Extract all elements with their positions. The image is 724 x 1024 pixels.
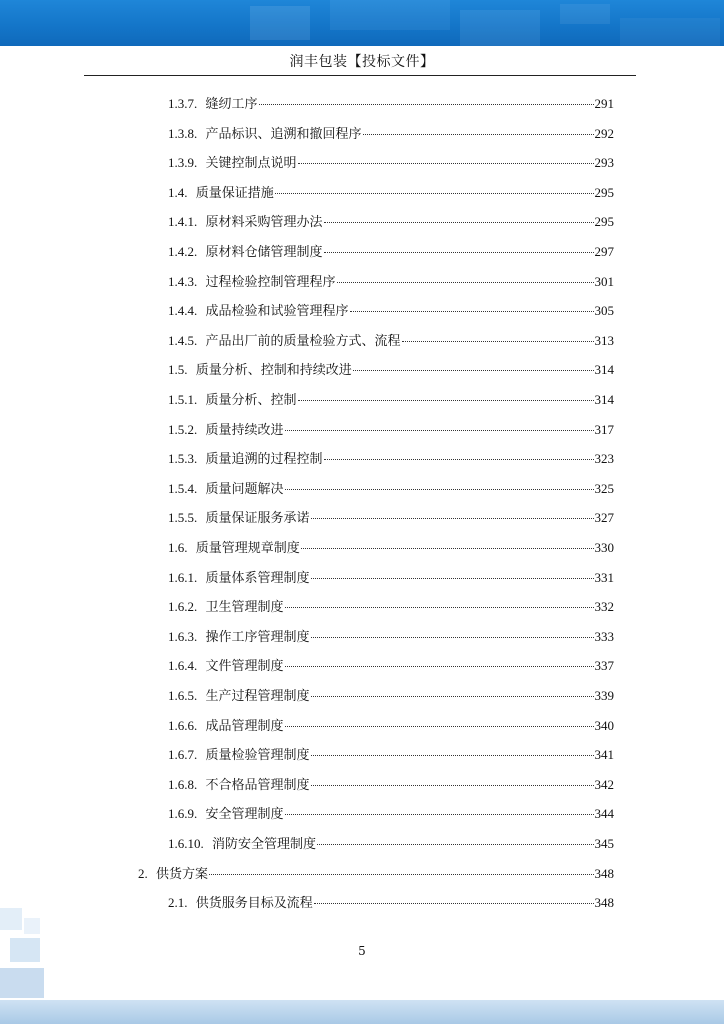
toc-entry-page: 325: [594, 480, 614, 496]
toc-entry[interactable]: [168, 271, 614, 291]
toc-entry-number: 1.6.5.: [168, 688, 198, 703]
toc-entry-label: [168, 182, 274, 201]
toc-dot-leader: [350, 311, 594, 312]
toc-entry-page: 314: [594, 392, 614, 407]
toc-entry-page: 332: [594, 599, 614, 615]
toc-entry-title: 生产过程管理制度: [205, 689, 310, 704]
toc-dot-leader: [285, 666, 594, 667]
document-header-title: 润丰包装【投标文件】: [289, 54, 435, 70]
toc-entry-label: [168, 596, 284, 615]
toc-dot-leader: [311, 578, 594, 579]
corner-decoration: [0, 908, 22, 930]
toc-entry-label: [168, 359, 352, 378]
toc-entry-title: 质量管理规章制度: [195, 541, 300, 556]
toc-entry-title: 关键控制点说明: [205, 156, 297, 172]
toc-entry-label: [168, 833, 316, 852]
toc-dot-leader: [209, 874, 593, 875]
toc-entry[interactable]: [168, 833, 614, 853]
toc-entry-title: 质量保证措施: [195, 185, 274, 201]
toc-entry-label: [168, 567, 310, 586]
toc-entry-label: [168, 448, 323, 467]
toc-entry-label: [168, 655, 284, 674]
toc-dot-leader: [285, 726, 594, 727]
toc-dot-leader: [363, 134, 594, 135]
toc-entry-label: [168, 389, 297, 408]
toc-entry-number: 1.6.9.: [168, 806, 198, 822]
toc-entry[interactable]: [138, 863, 614, 883]
toc-entry-number: 1.4.3.: [168, 273, 198, 289]
toc-entry-page: 305: [594, 303, 614, 319]
toc-entry[interactable]: [168, 419, 614, 439]
toc-dot-leader: [285, 814, 594, 815]
toc-entry-page: 295: [594, 214, 614, 230]
toc-entry[interactable]: [168, 567, 614, 587]
toc-dot-leader: [324, 222, 594, 223]
toc-entry-label: [168, 892, 313, 911]
banner-decoration: [460, 10, 540, 46]
toc-entry-page: 330: [594, 540, 614, 555]
toc-entry-title: 缝纫工序: [205, 97, 258, 112]
toc-entry-page: 327: [594, 510, 614, 526]
toc-dot-leader: [324, 459, 594, 460]
toc-entry[interactable]: [168, 626, 614, 646]
toc-dot-leader: [311, 637, 594, 638]
banner-decoration: [250, 6, 310, 40]
toc-entry-title: 原材料仓储管理制度: [205, 245, 323, 260]
toc-entry-page: 323: [594, 451, 614, 467]
toc-entry-page: 339: [594, 688, 614, 703]
toc-entry-number: 1.4.: [168, 184, 188, 200]
page-number: 5: [358, 944, 366, 958]
toc-dot-leader: [311, 755, 594, 756]
toc-entry-number: 1.4.5.: [168, 332, 198, 348]
toc-entry-page: 314: [594, 362, 614, 378]
toc-entry-title: 安全管理制度: [205, 807, 284, 823]
corner-decoration: [0, 968, 44, 998]
toc-entry[interactable]: [168, 507, 614, 527]
toc-entry-label: [168, 300, 349, 319]
toc-entry-title: 质量持续改进: [205, 422, 284, 438]
toc-entry-title: 质量追溯的过程控制: [205, 452, 323, 468]
toc-entry-page: 348: [594, 865, 614, 881]
toc-entry-number: 1.6.: [168, 540, 188, 555]
toc-entry-page: 295: [594, 184, 614, 200]
toc-entry-page: 297: [594, 244, 614, 259]
toc-entry-number: 1.3.7.: [168, 96, 198, 111]
toc-entry-number: 1.3.9.: [168, 155, 198, 171]
toc-entry-number: 2.1.: [168, 895, 188, 911]
toc-dot-leader: [314, 903, 594, 904]
toc-entry-title: 成品管理制度: [205, 718, 284, 734]
toc-entry-number: 1.4.4.: [168, 303, 198, 319]
toc-dot-leader: [311, 696, 594, 697]
toc-entry-number: 1.3.8.: [168, 125, 198, 141]
toc-entry-title: 文件管理制度: [205, 659, 284, 675]
toc-entry[interactable]: [168, 93, 614, 113]
toc-entry-page: 348: [594, 895, 614, 911]
toc-entry-label: [168, 744, 310, 763]
toc-entry-number: 1.6.2.: [168, 599, 198, 615]
toc-entry[interactable]: [168, 774, 614, 794]
toc-entry-title: 卫生管理制度: [205, 600, 284, 616]
toc-entry-label: [168, 626, 310, 645]
toc-entry[interactable]: [168, 152, 614, 172]
toc-entry-number: 1.6.6.: [168, 717, 198, 733]
header-divider: [84, 75, 636, 76]
toc-dot-leader: [285, 489, 594, 490]
toc-entry-number: 1.4.1.: [168, 214, 198, 230]
corner-decoration: [10, 938, 40, 962]
toc-entry-title: 过程检验控制管理程序: [205, 274, 336, 290]
toc-entry-page: 341: [594, 747, 614, 763]
toc-dot-leader: [311, 518, 594, 519]
toc-entry[interactable]: [168, 448, 614, 468]
toc-entry-label: [168, 715, 284, 734]
toc-dot-leader: [259, 104, 594, 105]
toc-entry[interactable]: [168, 182, 614, 202]
toc-entry-label: [168, 478, 284, 497]
toc-dot-leader: [337, 282, 594, 283]
toc-entry[interactable]: [168, 744, 614, 764]
toc-entry-label: [168, 271, 336, 290]
toc-dot-leader: [298, 400, 594, 401]
toc-entry-page: 340: [594, 717, 614, 733]
toc-entry-page: 291: [594, 96, 614, 111]
toc-entry[interactable]: [168, 359, 614, 379]
toc-entry-number: 1.4.2.: [168, 244, 198, 259]
toc-entry-number: 2.: [138, 865, 148, 881]
toc-entry-title: 不合格品管理制度: [205, 777, 310, 793]
toc-entry[interactable]: [168, 241, 614, 261]
toc-entry-title: 质量检验管理制度: [205, 748, 310, 764]
banner-decoration: [620, 18, 720, 46]
toc-entry[interactable]: [168, 211, 614, 231]
toc-dot-leader: [275, 193, 594, 194]
toc-entry-title: 产品出厂前的质量检验方式、流程: [205, 333, 401, 349]
footer-band: [0, 1000, 724, 1024]
toc-entry-number: 1.6.10.: [168, 836, 204, 851]
toc-dot-leader: [311, 785, 594, 786]
toc-entry[interactable]: [168, 389, 614, 409]
toc-entry-number: 1.5.: [168, 362, 188, 378]
toc-entry-page: 333: [594, 628, 614, 644]
toc-entry-page: 337: [594, 658, 614, 674]
toc-entry[interactable]: [168, 537, 614, 557]
toc-entry-label: [168, 685, 310, 704]
toc-entry-page: 342: [594, 776, 614, 792]
toc-dot-leader: [298, 163, 594, 164]
toc-entry-label: [138, 863, 208, 882]
toc-entry[interactable]: [168, 300, 614, 320]
toc-entry-page: 331: [594, 569, 614, 585]
toc-entry-title: 质量问题解决: [205, 481, 284, 497]
toc-entry[interactable]: [168, 596, 614, 616]
toc-entry[interactable]: [168, 685, 614, 705]
toc-entry[interactable]: [168, 715, 614, 735]
corner-decoration: [24, 918, 40, 934]
toc-dot-leader: [402, 341, 594, 342]
toc-entry[interactable]: [168, 478, 614, 498]
toc-entry[interactable]: [168, 330, 614, 350]
toc-entry-title: 供货方案: [156, 866, 209, 882]
toc-entry-number: 1.5.4.: [168, 480, 198, 496]
toc-dot-leader: [324, 252, 594, 253]
toc-entry-page: 313: [594, 332, 614, 348]
toc-entry-label: [168, 152, 297, 171]
toc-entry-title: 操作工序管理制度: [205, 629, 310, 645]
toc-entry-title: 消防安全管理制度: [212, 837, 317, 852]
toc-entry-page: 292: [594, 125, 614, 141]
toc-entry-label: [168, 419, 284, 438]
toc-entry-title: 供货服务目标及流程: [195, 896, 313, 912]
toc-dot-leader: [285, 430, 594, 431]
toc-entry-label: [168, 241, 323, 260]
toc-entry-number: 1.6.7.: [168, 747, 198, 763]
toc-dot-leader: [285, 607, 594, 608]
toc-entry-title: 产品标识、追溯和撤回程序: [205, 126, 362, 142]
toc-entry[interactable]: [168, 655, 614, 675]
toc-dot-leader: [301, 548, 594, 549]
toc-dot-leader: [353, 370, 594, 371]
toc-entry-title: 质量分析、控制: [205, 393, 297, 408]
toc-entry-page: 317: [594, 421, 614, 437]
toc-entry-label: [168, 211, 323, 230]
toc-entry-label: [168, 774, 310, 793]
toc-entry-title: 质量体系管理制度: [205, 570, 310, 586]
toc-entry-page: 344: [594, 806, 614, 822]
toc-entry-label: [168, 507, 310, 526]
toc-entry-label: [168, 537, 300, 556]
toc-entry-title: 质量分析、控制和持续改进: [195, 363, 352, 379]
toc-entry-page: 345: [594, 836, 614, 851]
toc-entry[interactable]: [168, 803, 614, 823]
toc-entry-number: 1.5.3.: [168, 451, 198, 467]
toc-entry-title: 原材料采购管理办法: [205, 215, 323, 231]
toc-entry-number: 1.6.1.: [168, 569, 198, 585]
toc-entry-title: 成品检验和试验管理程序: [205, 304, 349, 320]
toc-entry-title: 质量保证服务承诺: [205, 511, 310, 527]
banner-decoration: [560, 4, 610, 24]
toc-entry[interactable]: [168, 892, 614, 912]
header-banner: [0, 0, 724, 46]
toc-entry-page: 293: [594, 155, 614, 171]
toc-entry-number: 1.5.2.: [168, 421, 198, 437]
toc-entry-number: 1.5.1.: [168, 392, 198, 407]
toc-dot-leader: [317, 844, 593, 845]
toc-entry-page: 301: [594, 273, 614, 289]
toc-entry-label: [168, 93, 258, 112]
toc-entry-label: [168, 330, 401, 349]
banner-decoration: [330, 0, 450, 30]
toc-entry-label: [168, 803, 284, 822]
toc-entry-number: 1.6.8.: [168, 776, 198, 792]
toc-entry-number: 1.6.3.: [168, 628, 198, 644]
toc-entry[interactable]: [168, 123, 614, 143]
toc-entry-number: 1.6.4.: [168, 658, 198, 674]
toc-entry-label: [168, 123, 362, 142]
toc-entry-number: 1.5.5.: [168, 510, 198, 526]
